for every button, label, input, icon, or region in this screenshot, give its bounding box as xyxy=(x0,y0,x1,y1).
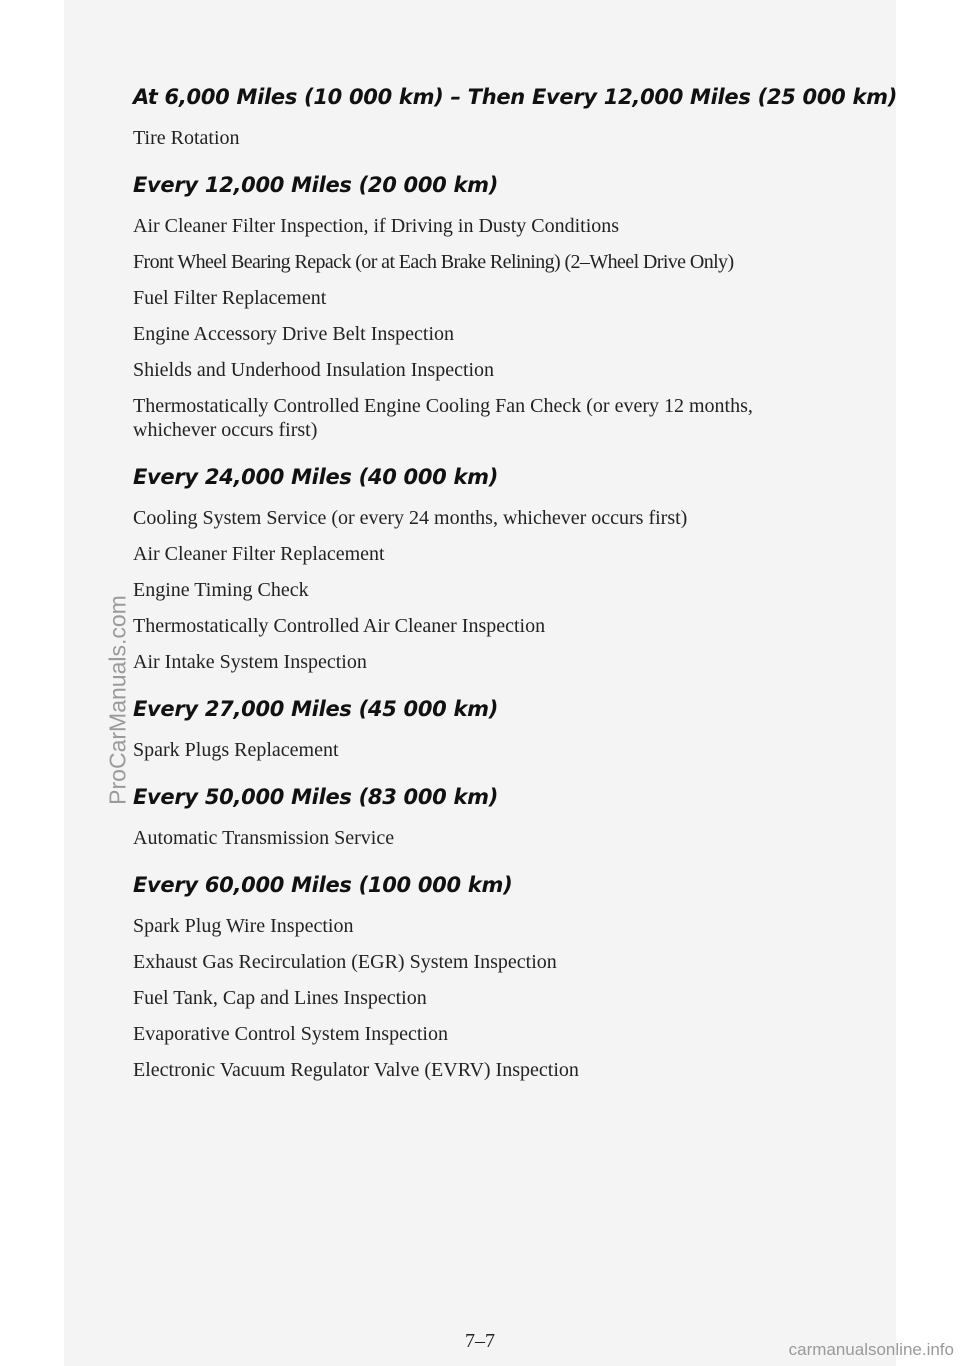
schedule-section-50000 xyxy=(133,782,893,850)
section-heading: Every 27,000 Miles (45 000 km) xyxy=(133,697,499,721)
service-list xyxy=(133,506,893,674)
page-number: 7–7 xyxy=(465,1330,495,1352)
schedule-section-60000 xyxy=(133,870,893,1082)
section-heading: Every 60,000 Miles (100 000 km) xyxy=(133,873,513,897)
service-item: Air Cleaner Filter Inspection, if Driving in Dusty Conditions xyxy=(133,215,620,237)
service-list xyxy=(133,126,893,150)
service-item: Tire Rotation xyxy=(133,127,240,149)
service-item: Air Cleaner Filter Replacement xyxy=(133,543,385,565)
schedule-section-6000 xyxy=(133,82,898,150)
section-heading: Every 12,000 Miles (20 000 km) xyxy=(133,173,499,197)
schedule-section-24000 xyxy=(133,462,893,674)
maintenance-schedule xyxy=(133,82,898,1102)
service-item: Engine Accessory Drive Belt Inspection xyxy=(133,323,455,345)
section-heading: Every 50,000 Miles (83 000 km) xyxy=(133,785,499,809)
service-item: Thermostatically Controlled Engine Cooling Fan Check (or every 12 months, whichever occurs first) xyxy=(133,395,753,441)
service-item: Automatic Transmission Service xyxy=(133,827,395,849)
service-list xyxy=(133,738,893,762)
watermark-carmanualsonline: carmanualsonline.info xyxy=(788,1340,954,1359)
service-item: Spark Plug Wire Inspection xyxy=(133,915,354,937)
service-item: Front Wheel Bearing Repack (or at Each Brake Relining) (2–Wheel Drive Only) xyxy=(133,251,734,273)
service-item: Air Intake System Inspection xyxy=(133,651,367,673)
schedule-section-12000 xyxy=(133,170,893,442)
service-item: Cooling System Service (or every 24 months, whichever occurs first) xyxy=(133,507,688,529)
service-item: Fuel Filter Replacement xyxy=(133,287,327,309)
service-item: Fuel Tank, Cap and Lines Inspection xyxy=(133,987,427,1009)
section-heading: Every 24,000 Miles (40 000 km) xyxy=(133,465,499,489)
service-item: Exhaust Gas Recirculation (EGR) System Inspection xyxy=(133,951,557,973)
service-item: Electronic Vacuum Regulator Valve (EVRV) Inspection xyxy=(133,1059,579,1081)
schedule-section-27000 xyxy=(133,694,893,762)
section-heading: At 6,000 Miles (10 000 km) – Then Every 12,000 Miles (25 000 km) xyxy=(133,85,898,109)
service-item: Shields and Underhood Insulation Inspection xyxy=(133,359,495,381)
service-list xyxy=(133,214,893,442)
service-item: Spark Plugs Replacement xyxy=(133,739,339,761)
service-item: Evaporative Control System Inspection xyxy=(133,1023,448,1045)
service-item: Thermostatically Controlled Air Cleaner Inspection xyxy=(133,615,546,637)
service-list xyxy=(133,914,893,1082)
service-list xyxy=(133,826,893,850)
watermark-procarmanuals: ProCarManuals.com xyxy=(104,595,131,805)
service-item: Engine Timing Check xyxy=(133,579,309,601)
